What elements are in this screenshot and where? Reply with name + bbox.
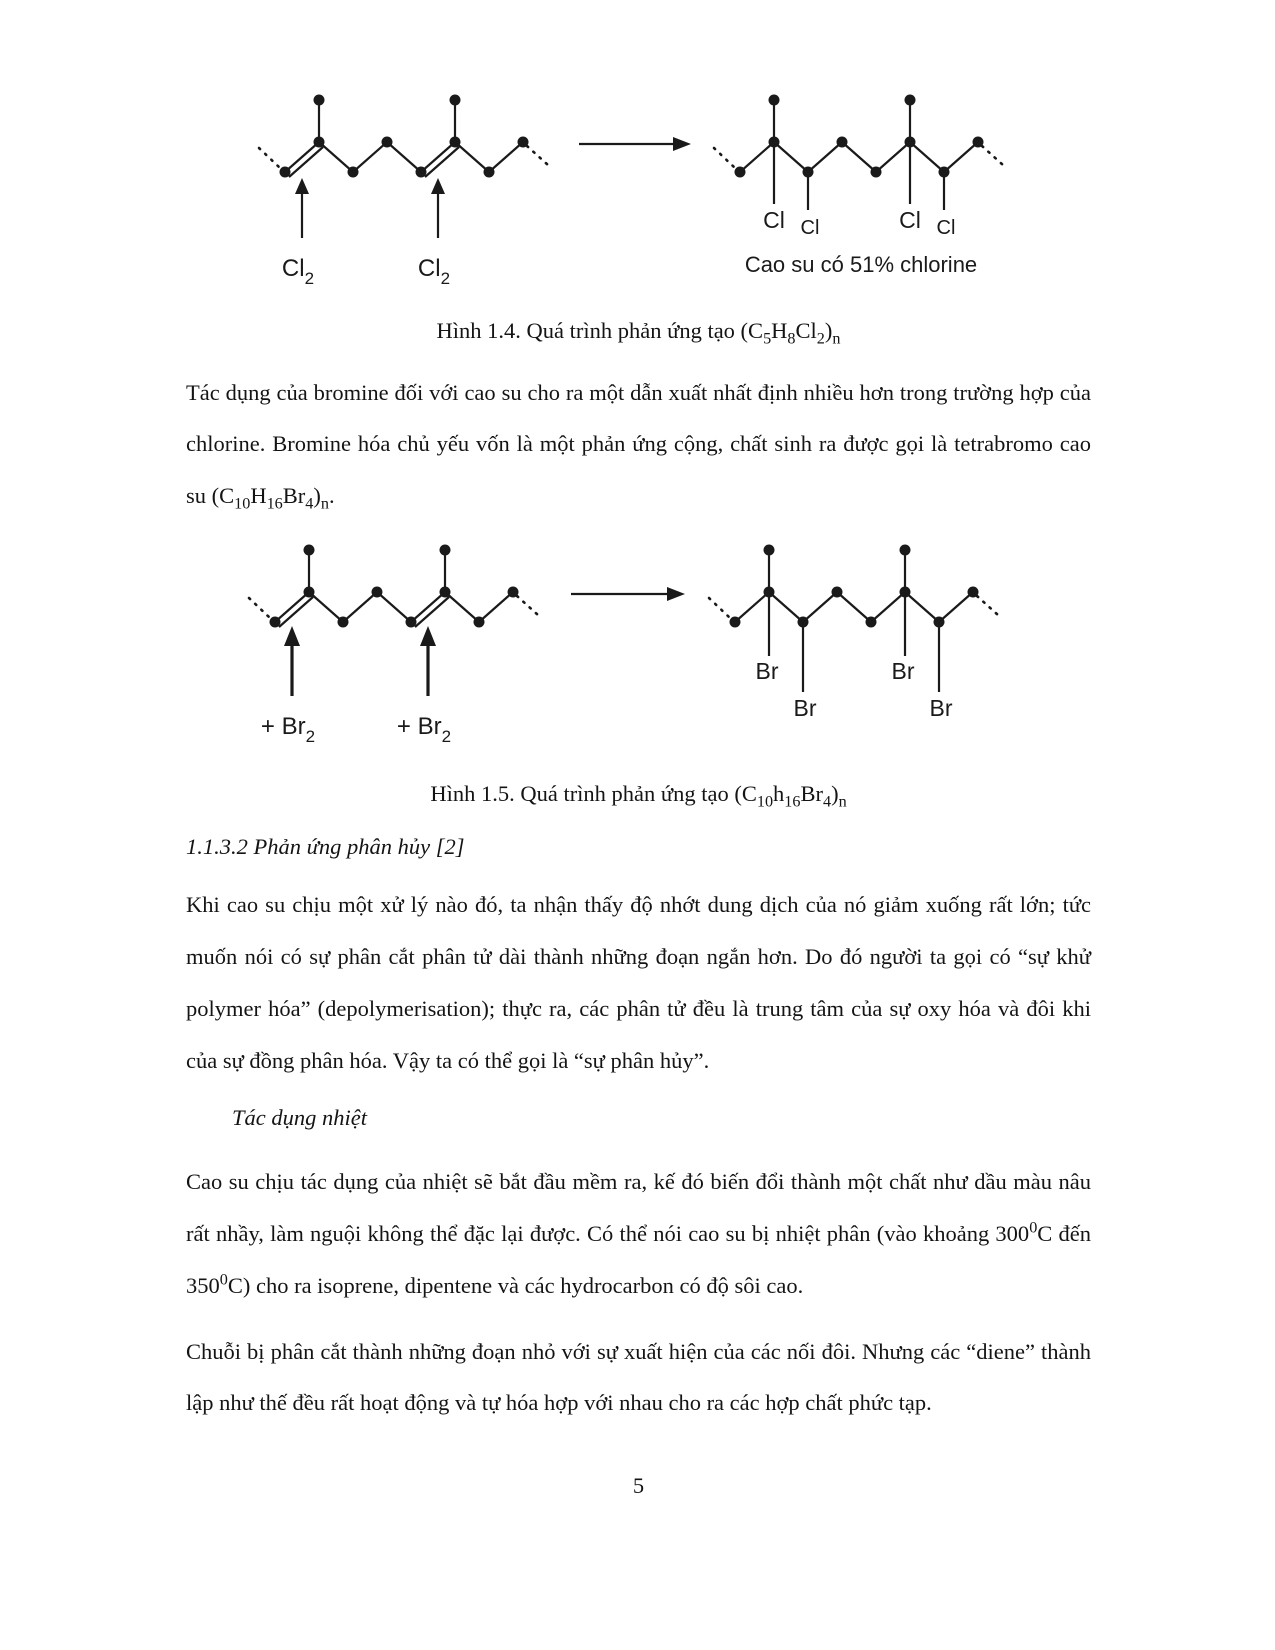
cl-atom-label: Cl [762,207,785,233]
product-chain [709,544,998,721]
paragraph-chain-scission: Chuỗi bị phân cắt thành những đoạn nhỏ với sự xuất hiện của các nối đôi. Nhưng các “diene” thành lập như thế đều rất hoạt động và tự hóa hợp với nhau cho ra các hợp chất phức tạp. [186,1338,1091,1416]
cl-atom-label: Cl [936,217,955,239]
subheading-heat-effect: Tác dụng nhiệt [232,1105,367,1131]
product-note: Cao su có 51% chlorine [744,252,977,277]
paragraph-decomposition: Khi cao su chịu một xử lý nào đó, ta nhận thấy độ nhớt dung dịch của nó giảm xuống rất lớn; tức muốn nói có sự phân cắt phân tử dài thành những đoạn ngắn hơn. Do đó người ta gọi có “sự khử polymer hóa” (depolymerisation); thực ra, các phân tử đều là trung tâm của sự oxy hóa và đôi khi của sự đồng phân hóa. Vậy ta có thể gọi là “sự phân hủy”. [186,892,1091,1073]
figure-1-4 [186,86,1091,291]
carbon-atoms [729,544,978,627]
bromination-reaction-diagram [239,536,1039,754]
br2-addition-arrow [396,626,450,746]
reactant-chain [259,95,548,178]
cl-atom-label: Cl [800,217,819,239]
figure-1-5 [186,536,1091,754]
carbon-atoms [279,95,528,178]
carbon-atoms [269,544,518,627]
cl2-reagent-label: $Cl_2$ [417,255,450,288]
br2-reagent-label: + $Br_2$ [260,712,315,746]
paragraph-heat: Cao su chịu tác dụng của nhiệt sẽ bắt đầu mềm ra, kế đó biến đổi thành một chất như dầu màu nâu rất nhầy, làm nguội không thể đặc lại được. Có thể nói cao su bị nhiệt phân (vào khoảng $300^0C$ đến $350^0C$) cho ra isoprene, dipentene và các hydrocarbon có độ sôi cao. [186,1169,1091,1298]
br-atom-label: Br [755,657,778,684]
cl2-reagent-label: $Cl_2$ [281,255,314,288]
carbon-atoms [734,95,983,178]
reaction-arrow [571,587,685,601]
br2-reagent-label: + $Br_2$ [396,712,451,746]
br-atom-label: Br [793,694,816,721]
paragraph-bromine: Tác dụng của bromine đối với cao su cho ra một dẫn xuất nhất định nhiều hơn trong trường hợp của chlorine. Bromine hóa chủ yếu vốn là một phản ứng cộng, chất sinh ra được gọi là tetrabromo cao su $(C_{10}H_{16}Br_4)_n$. [186,379,1091,513]
br2-addition-arrow [260,626,314,746]
chlorination-reaction-diagram [249,86,1029,291]
cl2-addition-arrow [281,178,313,288]
cl-atom-label: Cl [898,207,921,233]
br-atom-label: Br [891,657,914,684]
product-chain [714,95,1003,278]
figure-1-5-caption: Hình 1.5. Quá trình phản ứng tạo $(C_{10}h_{16}Br_4)_n$ [430,780,847,811]
cl2-addition-arrow [417,178,449,288]
page-number: 5 [632,1473,645,1498]
figure-1-4-caption: Hình 1.4. Quá trình phản ứng tạo $(C_5H_8Cl_2)_n$ [436,318,841,348]
reaction-arrow [579,137,691,151]
section-heading-1132: 1.1.3.2 Phản ứng phân hủy [2] [186,834,465,860]
br-atom-label: Br [929,694,952,721]
reactant-chain [249,544,538,627]
